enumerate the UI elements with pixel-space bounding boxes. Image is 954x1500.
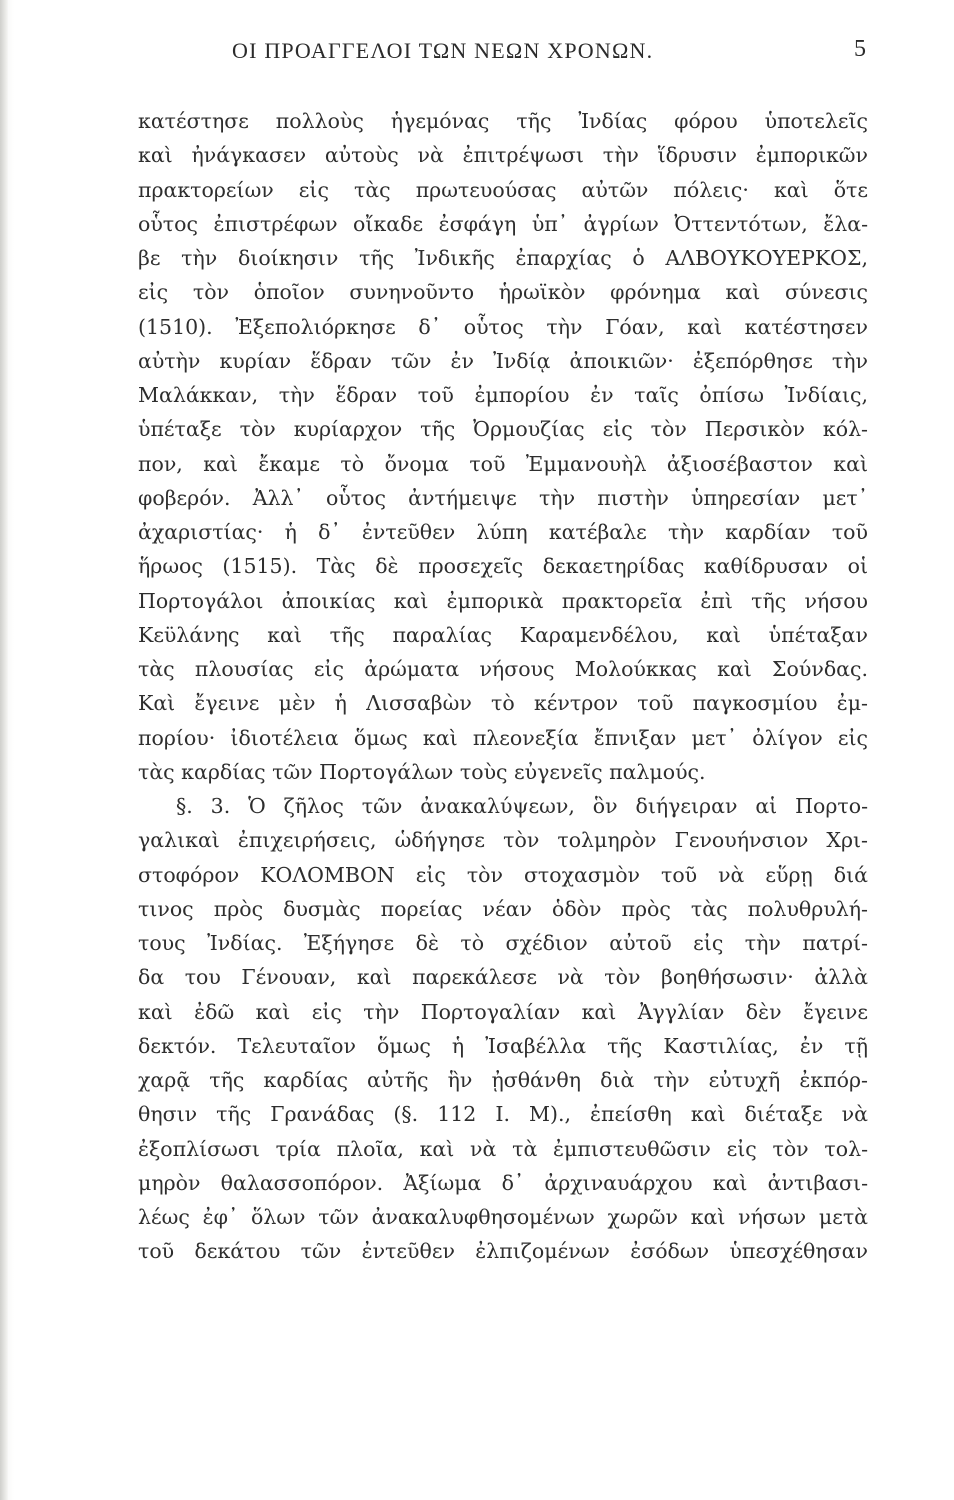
text-line: Καὶ ἔγεινε μὲν ἡ Λισσαβὼν τὸ κέντρον τοῦ παγκοσμίου ἐμ- (138, 691, 868, 716)
text-line: δα του Γένουαν, καὶ παρεκάλεσε νὰ τὸν βοηθήσωσιν· ἀλλὰ (138, 965, 868, 990)
text-line: ὑπέταξε τὸν κυρίαρχον τῆς Ὀρμουζίας εἰς τὸν Περσικὸν κόλ- (138, 417, 868, 442)
page-number: 5 (854, 36, 866, 62)
paragraph-end-line: τὰς καρδίας τῶν Πορτογάλων τοὺς εὐγενεῖς παλμούς. (138, 759, 706, 784)
text-line: βε τὴν διοίκησιν τῆς Ἰνδικῆς ἐπαρχίας ὁ ΑΛΒΟΥΚΟΥΕΡΚΟΣ, (138, 246, 868, 270)
text-line: εἰς τὸν ὁποῖον συνηνοῦντο ἡρωϊκὸν φρόνημα καὶ σύνεσις (138, 280, 868, 305)
text-line: ἥρωος (1515). Τὰς δὲ προσεχεῖς δεκαετηρίδας καθίδρυσαν οἱ (138, 554, 868, 579)
running-title: ΟΙ ΠΡΟΑΓΓΕΛΟΙ ΤΩΝ ΝΕΩΝ ΧΡΟΝΩΝ. (232, 38, 654, 63)
text-line: χαρᾷ τῆς καρδίας αὐτῆς ἣν ᾐσθάνθη διὰ τὴν εὐτυχῆ ἐκπόρ- (138, 1068, 868, 1092)
text-line: Μαλάκκαν, τὴν ἕδραν τοῦ ἐμπορίου ἐν ταῖς ὀπίσω Ἰνδίαις, (138, 383, 868, 407)
text-line: τὰς πλουσίας εἰς ἀρώματα νήσους Μολούκκας καὶ Σούνδας. (138, 657, 868, 681)
text-line: τοῦ δεκάτου τῶν ἐντεῦθεν ἐλπιζομένων ἐσόδων ὑπεσχέθησαν (138, 1239, 868, 1264)
text-line: καὶ ἠνάγκασεν αὐτοὺς νὰ ἐπιτρέψωσι τὴν ἵδρυσιν ἐμπορικῶν (138, 143, 868, 168)
text-line: στοφόρον ΚΟΛΟΜΒΟΝ εἰς τὸν στοχασμὸν τοῦ νὰ εὕρῃ διά (138, 862, 868, 887)
text-line: λέως ἐφ᾽ ὅλων τῶν ἀνακαλυφθησομένων χωρῶν καὶ νήσων μετὰ (138, 1205, 868, 1229)
text-line: ἀχαριστίας· ἡ δ᾽ ἐντεῦθεν λύπη κατέβαλε τὴν καρδίαν τοῦ (138, 520, 868, 544)
section-3-start-line: §. 3. Ὁ ζῆλος τῶν ἀνακαλύψεων, ὃν διήγειραν αἱ Πορτο- (176, 794, 868, 818)
text-line: καὶ ἐδῶ καὶ εἰς τὴν Πορτογαλίαν καὶ Ἀγγλίαν δὲν ἔγεινε (138, 999, 868, 1024)
text-line: Κεϋλάνης καὶ τῆς παραλίας Καραμενδέλου, καὶ ὑπέταξαν (138, 622, 868, 647)
text-line: Πορτογάλοι ἀποικίας καὶ ἐμπορικὰ πρακτορεῖα ἐπὶ τῆς νήσου (138, 588, 868, 613)
text-line: γαλικαὶ ἐπιχειρήσεις, ὡδήγησε τὸν τολμηρὸν Γενουήνσιον Χρι- (138, 828, 868, 853)
text-line: πρακτορείων εἰς τὰς πρωτευούσας αὐτῶν πόλεις· καὶ ὅτε (138, 177, 868, 202)
text-line: δεκτόν. Τελευταῖον ὅμως ἡ Ἰσαβέλλα τῆς Καστιλίας, ἐν τῇ (138, 1033, 868, 1058)
text-line: οὗτος ἐπιστρέφων οἴκαδε ἐσφάγη ὑπ᾽ ἀγρίων Ὀττεντότων, ἔλα- (138, 211, 868, 236)
text-line: μηρὸν θαλασσοπόρον. Ἀξίωμα δ᾽ ἀρχιναυάρχου καὶ ἀντιβασι- (138, 1170, 868, 1195)
page-header (232, 36, 866, 78)
text-line: θησιν τῆς Γρανάδας (§. 112 Ι. Μ)., ἐπείσθη καὶ διέταξε νὰ (138, 1102, 868, 1127)
text-line: (1510). Ἐξεπολιόρκησε δ᾽ οὗτος τὴν Γόαν, καὶ κατέστησεν (138, 314, 868, 339)
text-line: κατέστησε πολλοὺς ἡγεμόνας τῆς Ἰνδίας φόρου ὑποτελεῖς (138, 109, 868, 133)
text-line: τους Ἰνδίας. Ἐξήγησε δὲ τὸ σχέδιον αὐτοῦ εἰς τὴν πατρί- (138, 931, 868, 955)
page-edge-shadow (0, 0, 8, 1500)
text-line: τινος πρὸς δυσμὰς πορείας νέαν ὁδὸν πρὸς τὰς πολυθρυλή- (138, 896, 868, 921)
text-line: πορίου· ἰδιοτέλεια ὅμως καὶ πλεονεξία ἔπνιξαν μετ᾽ ὀλίγον εἰς (138, 725, 868, 750)
text-line: φοβερόν. Ἀλλ᾽ οὗτος ἀντήμειψε τὴν πιστὴν ὑπηρεσίαν μετ᾽ (138, 485, 868, 510)
text-line: αὐτὴν κυρίαν ἕδραν τῶν ἐν Ἰνδίᾳ ἀποικιῶν· ἐξεπόρθησε τὴν (138, 348, 868, 373)
body-text (138, 104, 868, 1269)
text-line: ἐξοπλίσωσι τρία πλοῖα, καὶ νὰ τὰ ἐμπιστευθῶσιν εἰς τὸν τολ- (138, 1136, 868, 1161)
text-line: πον, καὶ ἔκαμε τὸ ὄνομα τοῦ Ἐμμανουὴλ ἀξιοσέβαστον καὶ (138, 451, 868, 476)
